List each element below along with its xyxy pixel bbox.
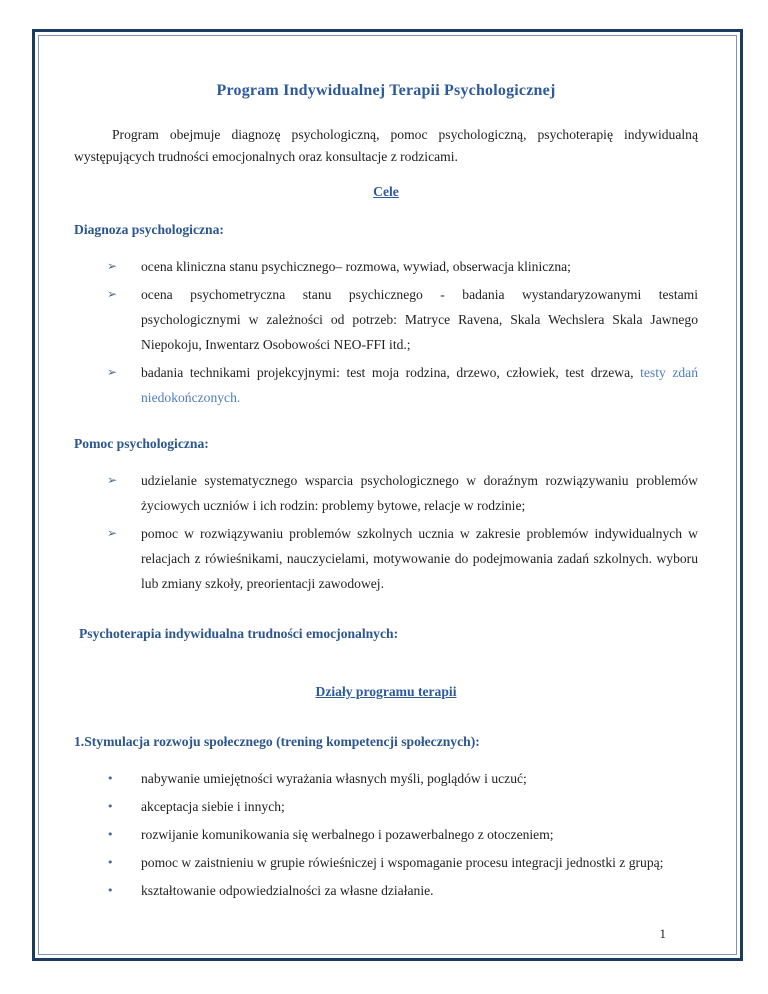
page-content: [39, 36, 736, 954]
stymulacja-list: [107, 766, 698, 903]
arrow-bullet-icon: ➢: [107, 259, 118, 273]
list-item-text: ocena kliniczna stanu psychicznego– rozmowa, wywiad, obserwacja kliniczna;: [141, 259, 571, 274]
pomoc-list: [107, 468, 698, 596]
list-item-text: udzielanie systematycznego wsparcia psychologicznego w doraźnym rozwiązywaniu problemów życiowych uczniów i ich rodzin: problemy bytowe, relacje w rodzinie;: [141, 473, 698, 513]
list-item-text: rozwijanie komunikowania się werbalnego i pozawerbalnego z otoczeniem;: [141, 827, 554, 842]
dot-bullet-icon: •: [107, 828, 114, 841]
list-item-text-blue: testy zdań niedokończonych.: [141, 365, 699, 405]
diagnoza-list: [107, 254, 698, 410]
dot-bullet-icon: •: [107, 772, 114, 785]
list-item-text-black: badania technikami projekcyjnymi: test moja rodzina, drzewo, człowiek, test drzewa,: [141, 365, 641, 380]
list-item: [107, 468, 698, 518]
list-item: [107, 282, 698, 357]
list-item: [107, 766, 698, 791]
arrow-bullet-icon: ➢: [107, 526, 118, 540]
intro-paragraph: Program obejmuje diagnozę psychologiczną, pomoc psychologiczną, psychoterapię indywidualną występujących trudności emocjonalnych oraz konsultacje z rodzicami.: [74, 127, 698, 164]
arrow-bullet-icon: ➢: [107, 287, 118, 301]
arrow-bullet-icon: ➢: [107, 473, 118, 487]
dot-bullet-icon: •: [107, 856, 114, 869]
page-border-outer: [32, 29, 743, 961]
dot-bullet-icon: •: [107, 884, 114, 897]
list-item-text: kształtowanie odpowiedzialności za własne działanie.: [141, 883, 434, 898]
list-item-text: [141, 360, 698, 410]
section-heading-dzialy: Działy programu terapii: [315, 684, 457, 699]
list-item: [107, 850, 698, 875]
list-item-text: nabywanie umiejętności wyrażania własnych myśli, poglądów i uczuć;: [141, 771, 527, 786]
section-heading-cele: Cele: [373, 184, 399, 199]
list-item-text: akceptacja siebie i innych;: [141, 799, 285, 814]
page-border-inner: [38, 35, 737, 955]
list-item: [107, 794, 698, 819]
list-item-text: pomoc w rozwiązywaniu problemów szkolnych ucznia w zakresie problemów indywidualnych w relacjach z rówieśnikami, nauczycielami, motywowanie do podejmowania zadań szkolnych. wyboru lub zmiany szkoły, preorientacji zawodowej.: [141, 526, 698, 591]
document-title: Program Indywidualnej Terapii Psychologicznej: [216, 82, 556, 99]
list-item-text: ocena psychometryczna stanu psychicznego - badania wystandaryzowanymi testami psychologicznymi w zależności od potrzeb: Matryce Ravena, Skala Wechslera Skala Jawnego Niepokoju, Inwentarz Osobowości NEO-FFI itd.;: [141, 287, 698, 352]
heading-pomoc: Pomoc psychologiczna:: [74, 436, 209, 451]
heading-psychoterapia: Psychoterapia indywidualna trudności emocjonalnych:: [79, 626, 399, 641]
page-number: 1: [659, 926, 666, 941]
list-item: [107, 822, 698, 847]
list-item: [107, 360, 698, 410]
list-item: [107, 878, 698, 903]
list-item: [107, 254, 698, 279]
list-item: [107, 521, 698, 596]
heading-diagnoza: Diagnoza psychologiczna:: [74, 222, 224, 237]
arrow-bullet-icon: ➢: [107, 365, 118, 379]
list-item-text: pomoc w zaistnieniu w grupie rówieśniczej i wspomaganie procesu integracji jednostki z grupą;: [141, 855, 664, 870]
dot-bullet-icon: •: [107, 800, 114, 813]
heading-stymulacja: 1.Stymulacja rozwoju społecznego (trening kompetencji społecznych):: [74, 734, 480, 749]
